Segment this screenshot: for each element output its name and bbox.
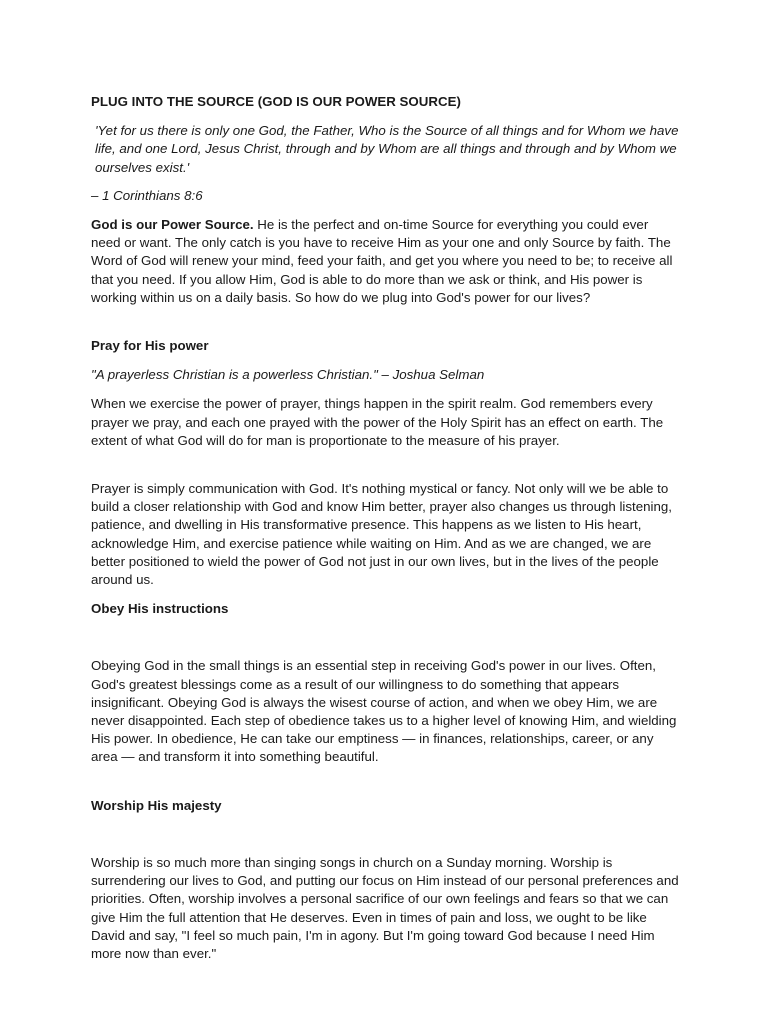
pray-paragraph-1: When we exercise the power of prayer, things happen in the spirit realm. God remembers every prayer we pray, and each one prayed with the power of the Holy Spirit has an effect on earth. The extent of what God will do for man is proportionate to the measure of his prayer. [91,396,664,448]
pray-paragraph-2: Prayer is simply communication with God. It's nothing mystical or fancy. Not only will we be able to build a closer relationship with God and know Him better, prayer also changes us through listening, patience, and dwelling in His transformative presence. This happens as we listen to His heart, acknowledge Him, and exercise patience while waiting on Him. And as we are changed, we are better positioned to wield the power of God not just in our own lives, but in the lives of the people around us. [91,481,672,588]
worship-paragraph-1: Worship is so much more than singing songs in church on a Sunday morning. Worship is surrendering our lives to God, and putting our focus on Him instead of our personal preferences and priorities. Often, worship involves a personal sacrifice of our own feelings and fears so that we can give Him the full attention that He deserves. Even in times of pain and loss, we ought to be like David and say, "I feel so much pain, I'm in agony. But I'm going toward God because I need Him more now than ever." [91,854,679,961]
intro-lead: God is our Power Source. [91,217,254,233]
section-quote-pray: "A prayerless Christian is a powerless Christian." – Joshua Selman [91,367,485,383]
intro-paragraph [91,216,681,307]
obey-paragraph-1: Obeying God in the small things is an essential step in receiving God's power in our lives. Often, God's greatest blessings come as a result of our willingness to do something that appears insignificant. Obeying God is always the wisest course of action, and when we obey Him, we are never disappointed. Each step of obedience takes us to a higher level of knowing Him, and wielding His power. In obedience, He can take our emptiness — in finances, relationships, career, or any area — and transform it into something beautiful. [91,658,677,765]
opening-scripture-quote: 'Yet for us there is only one God, the Father, Who is the Source of all things and for Whom we have life, and one Lord, Jesus Christ, through and by Whom are all things and through and by Whom we ourselves exist.' [95,123,679,175]
document-title: PLUG INTO THE SOURCE (GOD IS OUR POWER SOURCE) [91,94,461,109]
opening-scripture-reference: – 1 Corinthians 8:6 [91,187,203,203]
document-page [91,93,681,963]
section-heading-worship: Worship His majesty [91,797,222,813]
section-heading-pray: Pray for His power [91,338,209,354]
section-heading-obey: Obey His instructions [91,601,229,617]
intro-body: He is the perfect and on-time Source for everything you could ever need or want. The only catch is you have to receive Him as your one and only Source by faith. The Word of God will renew your mind, feed your faith, and get you where you need to be; to receive all that you need. If you allow Him, God is able to do more than we ask or think, and His power is working within us on a daily basis. So how do we plug into God's power for our lives? [91,217,673,305]
